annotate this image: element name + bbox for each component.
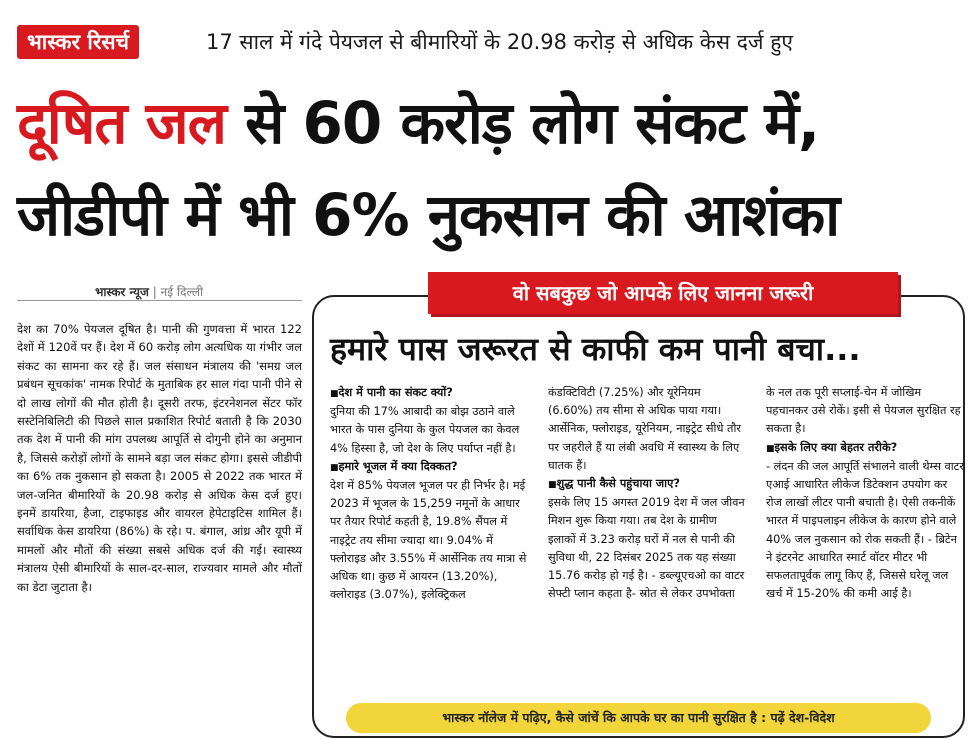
- explainer-column-3: [766, 384, 966, 603]
- byline-divider: [17, 300, 302, 301]
- section-badge: भास्कर रिसर्च: [17, 25, 139, 59]
- explainer-title: हमारे पास जरूरत से काफी कम पानी बचा...: [330, 330, 861, 368]
- byline-separator: |: [148, 285, 161, 299]
- kicker-subtitle: 17 साल में गंदे पेयजल से बीमारियों के 20.98 करोड़ से अधिक केस दर्ज हुए: [206, 30, 793, 54]
- headline-line-2: जीडीपी में भी 6% नुकसान की आशंका: [17, 181, 840, 249]
- headline-black-part: से 60 करोड़ लोग संकट में,: [225, 89, 820, 157]
- explainer-column-1: [330, 384, 530, 604]
- byline-city: नई दिल्ली: [160, 285, 204, 299]
- explainer-ribbon: वो सबकुछ जो आपके लिए जानना जरूरी: [428, 272, 898, 314]
- question-heading: ■ शुद्ध पानी कैसे पहुंचाया जाए?: [548, 475, 748, 494]
- answer-text: देश में 85% पेयजल भूजल पर ही निर्भर है। मई 2023 में भूजल के 15,259 नमूनों के आधार पर तैयार रिपोर्ट कहती है, 19.8% सैंपल में नाइट्रेट तय सीमा ज्यादा था। 9.04% में फ्लोराइड और 3.55% में आर्सेनिक तय मात्रा से अधिक था। कुछ में आयरन (13.20%), क्लोराइड (3.07%), इलेक्ट्रिकल: [330, 479, 527, 602]
- answer-text: इसके लिए 15 अगस्त 2019 देश में जल जीवन मिशन शुरू किया गया। तब देश के ग्रामीण इलाकों में 3.23 करोड़ घरों में नल से पानी की सुविधा थी, 22 दिसंबर 2025 तक यह संख्या 15.76 करोड़ हो गई है। - डब्ल्यूएचओ का वाटर सेफ्टी प्लान कहता है- स्रोत से लेकर उपभोक्ता: [548, 496, 745, 601]
- question-heading: ■ इसके लिए क्या बेहतर तरीके?: [766, 439, 966, 458]
- question-heading: ■ हमारे भूजल में क्या दिक्कत?: [330, 458, 530, 477]
- headline-red-part: दूषित जल: [17, 89, 226, 157]
- answer-text: कंडक्टिविटी (7.25%) और यूरेनियम (6.60%) तय सीमा से अधिक पाया गया। आर्सेनिक, फ्लोराइड, यूरेनियम, नाइट्रेट सीधे तौर पर जहरीले हैं या लंबी अवधि में स्वास्थ्य के लिए घातक हैं।: [548, 386, 741, 472]
- byline: [95, 283, 203, 300]
- answer-text: के नल तक पूरी सप्लाई-चेन में जोखिम पहचानकर उसे रोकें। इसी से पेयजल सुरक्षित रह सकता है।: [766, 386, 961, 436]
- answer-text: दुनिया की 17% आबादी का बोझ उठाने वाले भारत के पास दुनिया के कुल पेयजल का केवल 4% हिस्सा है, जो देश के लिए पर्याप्त नहीं है।: [330, 405, 520, 455]
- footer-strip: भास्कर नॉलेज में पढ़िए, कैसे जांचें कि आपके घर का पानी सुरक्षित है : पढ़ें देश-विदेश: [346, 703, 931, 733]
- headline-line-1: [17, 88, 819, 158]
- question-heading: ■ देश में पानी का संकट क्यों?: [330, 384, 530, 403]
- main-story-body: देश का 70% पेयजल दूषित है। पानी की गुणवत्ता में भारत 122 देशों में 120वें पर हैं। देश में 60 करोड़ लोग अत्यधिक या गंभीर जल संकट का सामना कर रहे हैं। जल संसाधन मंत्रालय की 'समग्र जल प्रबंधन सूचकांक' नामक रिपोर्ट के मुताबिक हर साल गंदा पानी पीने से दो लाख लोगों की मौत होती है। दूसरी तरफ, इंटरनेशनल सेंटर फॉर सस्टेनिबिलिटी की पिछले साल प्रकाशित रिपोर्ट बताती है कि 2030 तक देश में पानी की मांग उपलब्ध आपूर्ति से दोगुनी होने का अनुमान है, जिससे करोड़ों लोगों के सामने बड़ा जल संकट होगा। इससे जीडीपी का 6% तक नुकसान हो सकता है। 2005 से 2022 तक भारत में जल-जनित बीमारियों के 20.98 करोड़ से अधिक केस दर्ज हुए। इनमें डायरिया, हैजा, टाइफाइड और वायरल हेपेटाइटिस शामिल हैं। सर्वाधिक केस डायरिया (86%) के रहे। प. बंगाल, आंध्र और यूपी में मामलों और मौतों की संख्या सबसे अधिक दर्ज की गई। स्वास्थ्य मंत्रालय ऐसी बीमारियों के साल-दर-साल, राज्यवार मामले और मौतों का डेटा जुटाता है।: [17, 322, 302, 594]
- explainer-column-2: [548, 384, 748, 603]
- byline-source: भास्कर न्यूज: [95, 285, 149, 299]
- top-bar: [0, 0, 978, 60]
- answer-text: - लंदन की जल आपूर्ति संभालने वाली थेम्स वाटर एआई आधारित लीकेज डिटेक्शन उपयोग कर रोज लाखों लीटर पानी बचाती है। ऐसी तकनीकें भारत में पाइपलाइन लीकेज के कारण होने वाले 40% जल नुकसान को रोक सकती हैं। - ब्रिटेन ने इंटरनेट आधारित स्मार्ट वॉटर मीटर भी सफलतापूर्वक लागू किए हैं, जिससे घरेलू जल खर्च में 15-20% की कमी आई है।: [766, 459, 964, 601]
